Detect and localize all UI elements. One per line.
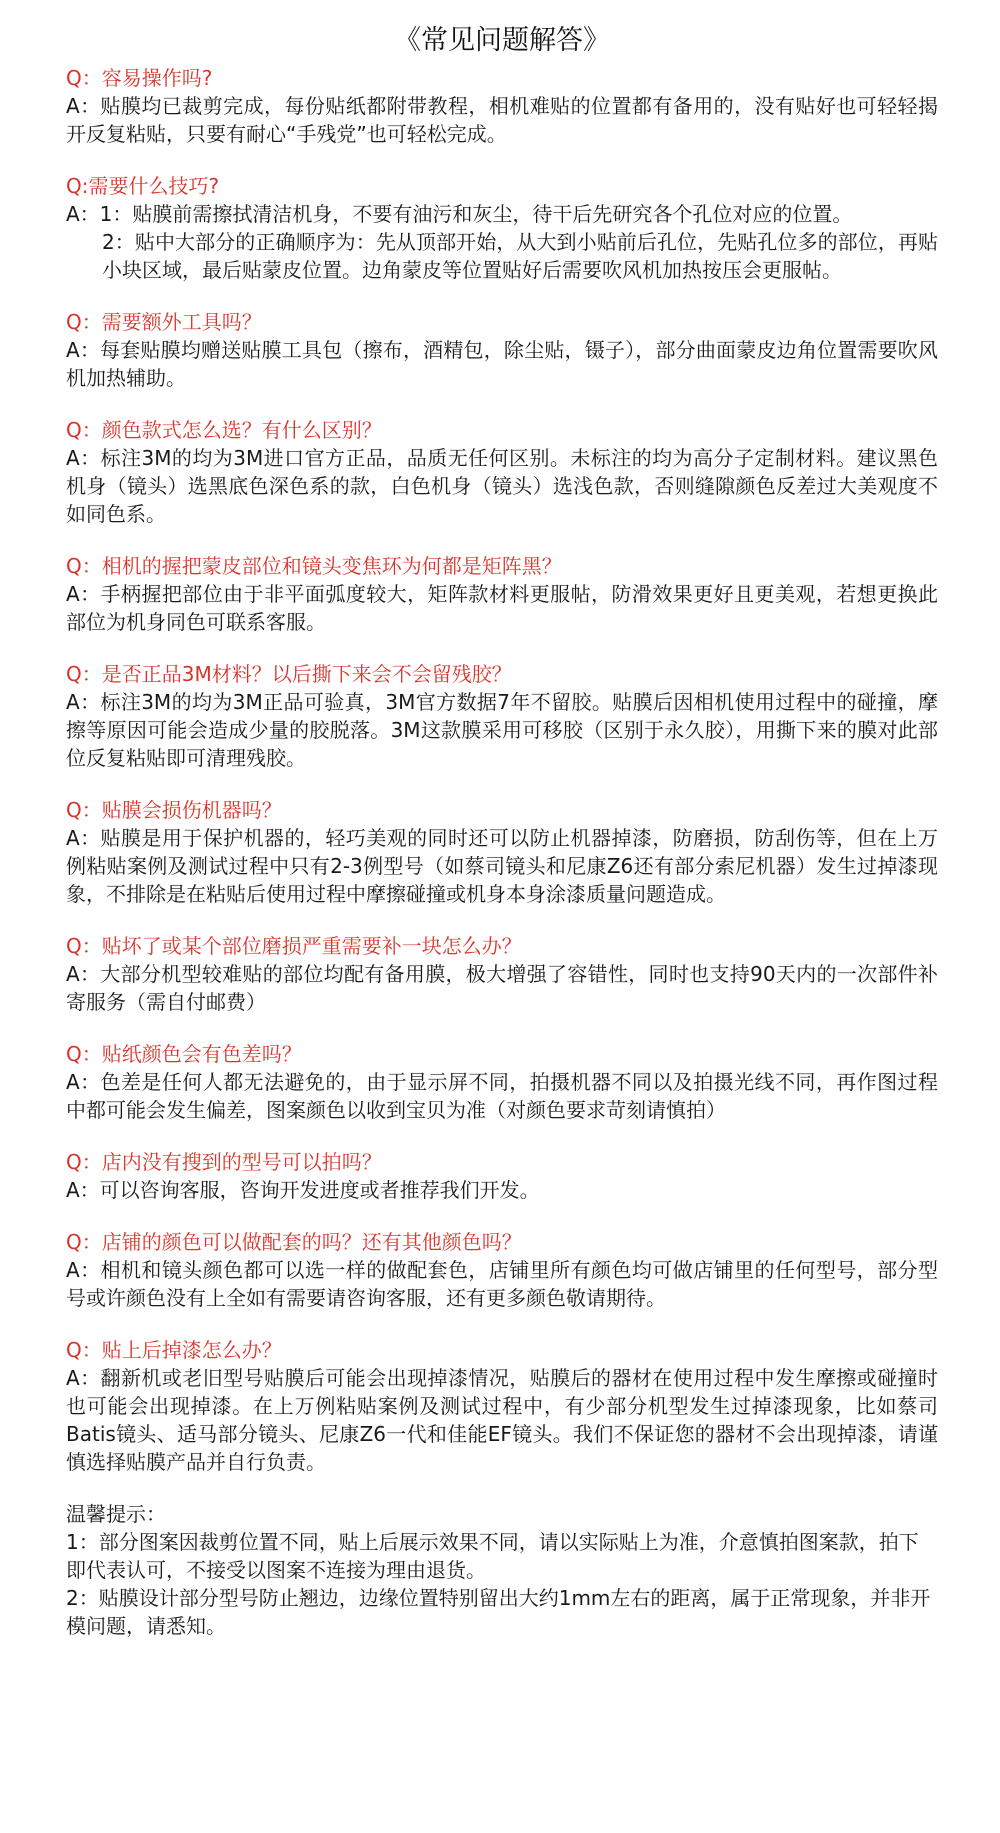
faq-answer xyxy=(66,1068,938,1124)
faq-question: Q：贴坏了或某个部位磨损严重需要补一块怎么办？ xyxy=(66,934,522,958)
faq-answer xyxy=(66,688,938,772)
faq-item xyxy=(66,660,938,772)
faq-answer-paragraph: A：大部分机型较难贴的部位均配有备用膜，极大增强了容错性，同时也支持90天内的一次部件补寄服务（需自付邮费） xyxy=(66,962,938,1014)
faq-answer xyxy=(66,444,938,528)
faq-answer-paragraph: A：可以咨询客服，咨询开发进度或者推荐我们开发。 xyxy=(66,1178,540,1202)
faq-question: Q：需要额外工具吗？ xyxy=(66,310,262,334)
faq-answer-paragraph: A：相机和镜头颜色都可以选一样的做配套色，店铺里所有颜色均可做店铺里的任何型号，部分型号或许颜色没有上全如有需要请咨询客服，还有更多颜色敬请期待。 xyxy=(66,1258,938,1310)
faq-question: Q：店铺的颜色可以做配套的吗？还有其他颜色吗？ xyxy=(66,1230,522,1254)
faq-question: Q:需要什么技巧? xyxy=(66,174,220,198)
page-title: 《常见问题解答》 xyxy=(394,25,610,56)
faq-item xyxy=(66,64,938,148)
faq-answer-paragraph: 2：贴中大部分的正确顺序为：先从顶部开始，从大到小贴前后孔位，先贴孔位多的部位，再贴小块区域，最后贴蒙皮位置。边角蒙皮等位置贴好后需要吹风机加热按压会更服帖。 xyxy=(102,230,938,282)
faq-answer-paragraph: A：翻新机或老旧型号贴膜后可能会出现掉漆情况，贴膜后的器材在使用过程中发生摩擦或碰撞时也可能会出现掉漆。在上万例粘贴案例及测试过程中，有少部分机型发生过掉漆现象，比如蔡司Batis镜头、适马部分镜头、尼康Z6一代和佳能EF镜头。我们不保证您的器材不会出现掉漆，请谨慎选择贴膜产品并自行负责。 xyxy=(66,1366,938,1474)
faq-answer xyxy=(66,336,938,392)
faq-item xyxy=(66,416,938,528)
faq-question: Q：店内没有搜到的型号可以拍吗？ xyxy=(66,1150,382,1174)
faq-question: Q：容易操作吗? xyxy=(66,66,213,90)
faq-answer xyxy=(66,92,938,148)
faq-answer-paragraph: A：标注3M的均为3M进口官方正品，品质无任何区别。未标注的均为高分子定制材料。建议黑色机身（镜头）选黑底色深色系的款，白色机身（镜头）选浅色款，否则缝隙颜色反差过大美观度不如同色系。 xyxy=(66,446,938,526)
faq-answer-paragraph: A：贴膜均已裁剪完成，每份贴纸都附带教程，相机难贴的位置都有备用的，没有贴好也可轻轻揭开反复粘贴，只要有耐心“手残党”也可轻松完成。 xyxy=(66,94,938,146)
faq-item xyxy=(66,796,938,908)
faq-question: Q：是否正品3M材料？以后撕下来会不会留残胶？ xyxy=(66,662,512,686)
faq-question: Q：贴膜会损伤机器吗？ xyxy=(66,798,282,822)
faq-answer-paragraph: A：每套贴膜均赠送贴膜工具包（擦布，酒精包，除尘贴，镊子），部分曲面蒙皮边角位置需要吹风机加热辅助。 xyxy=(66,338,938,390)
faq-answer xyxy=(66,1176,938,1204)
faq-item xyxy=(66,1228,938,1312)
faq-question: Q：贴上后掉漆怎么办？ xyxy=(66,1338,282,1362)
faq-item xyxy=(66,932,938,1016)
faq-item xyxy=(66,552,938,636)
faq-question: Q：贴纸颜色会有色差吗？ xyxy=(66,1042,302,1066)
faq-item xyxy=(66,1040,938,1124)
faq-answer xyxy=(66,1256,938,1312)
faq-item xyxy=(66,308,938,392)
faq-answer-paragraph: A：贴膜是用于保护机器的，轻巧美观的同时还可以防止机器掉漆，防磨损，防刮伤等，但在上万例粘贴案例及测试过程中只有2-3例型号（如蔡司镜头和尼康Z6还有部分索尼机器）发生过掉漆现象，不排除是在粘贴后使用过程中摩擦碰撞或机身本身涂漆质量问题造成。 xyxy=(66,826,938,906)
faq-answer xyxy=(66,1364,938,1476)
tips-heading: 温馨提示： xyxy=(66,1502,166,1526)
faq-answer xyxy=(66,824,938,908)
faq-item xyxy=(66,172,938,284)
tip-item: 2：贴膜设计部分型号防止翘边，边缘位置特别留出大约1mm左右的距离，属于正常现象，并非开模问题，请悉知。 xyxy=(66,1586,931,1638)
faq-answer xyxy=(66,200,938,284)
faq-answer-paragraph: A：手柄握把部位由于非平面弧度较大，矩阵款材料更服帖，防滑效果更好且更美观，若想更换此部位为机身同色可联系客服。 xyxy=(66,582,938,634)
faq-answer-paragraph: A：标注3M的均为3M正品可验真，3M官方数据7年不留胶。贴膜后因相机使用过程中的碰撞，摩擦等原因可能会造成少量的胶脱落。3M这款膜采用可移胶（区别于永久胶），用撕下来的膜对此部位反复粘贴即可清理残胶。 xyxy=(66,690,938,770)
faq-list xyxy=(66,64,938,1476)
faq-item xyxy=(66,1148,938,1204)
tips-section xyxy=(66,1500,938,1640)
faq-question: Q：颜色款式怎么选？有什么区别？ xyxy=(66,418,382,442)
faq-answer-paragraph: A：1：贴膜前需擦拭清洁机身，不要有油污和灰尘，待干后先研究各个孔位对应的位置。 xyxy=(66,202,853,226)
faq-answer-paragraph: A：色差是任何人都无法避免的，由于显示屏不同，拍摄机器不同以及拍摄光线不同，再作图过程中都可能会发生偏差，图案颜色以收到宝贝为准（对颜色要求苛刻请慎拍） xyxy=(66,1070,938,1122)
tips-list xyxy=(66,1528,938,1640)
faq-item xyxy=(66,1336,938,1476)
faq-answer xyxy=(66,580,938,636)
faq-question: Q：相机的握把蒙皮部位和镜头变焦环为何都是矩阵黑？ xyxy=(66,554,562,578)
tip-item: 1：部分图案因裁剪位置不同，贴上后展示效果不同，请以实际贴上为准，介意慎拍图案款，拍下即代表认可，不接受以图案不连接为理由退货。 xyxy=(66,1530,919,1582)
faq-answer xyxy=(66,960,938,1016)
